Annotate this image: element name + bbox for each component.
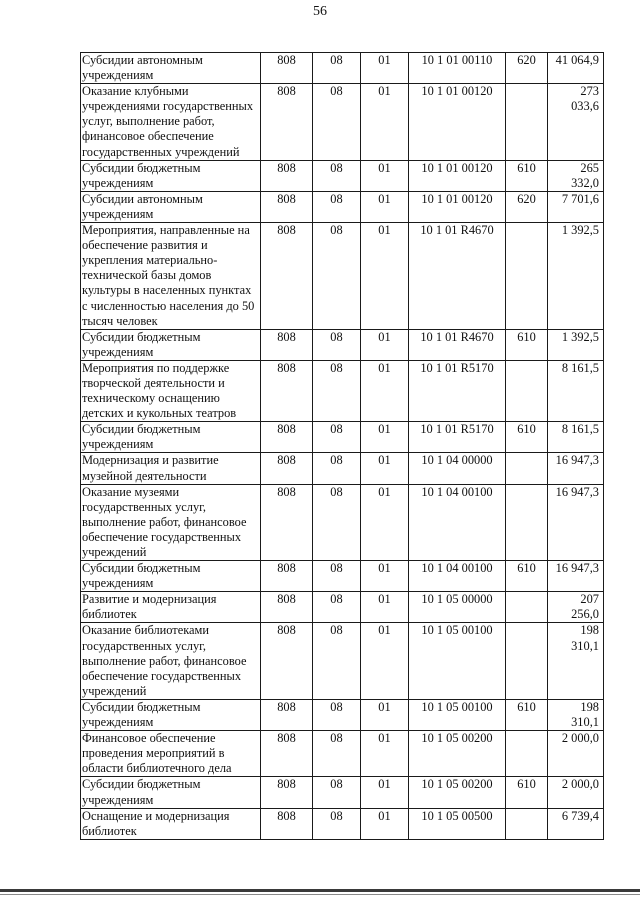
cell-section-code: 08	[313, 84, 361, 160]
cell-amount: 1 392,5	[548, 223, 604, 330]
cell-section-code: 08	[313, 808, 361, 839]
cell-expense-type	[506, 623, 548, 699]
cell-subsection-code: 01	[361, 699, 409, 730]
cell-section-code: 08	[313, 623, 361, 699]
cell-section-code: 08	[313, 329, 361, 360]
cell-expense-type	[506, 731, 548, 777]
cell-expense-type: 610	[506, 422, 548, 453]
cell-ministry-code: 808	[261, 561, 313, 592]
page-number: 56	[313, 4, 327, 19]
cell-subsection-code: 01	[361, 223, 409, 330]
table-row	[81, 329, 604, 360]
table-body	[81, 53, 604, 840]
cell-name: Субсидии бюджетным учреждениям	[81, 699, 261, 730]
cell-section-code: 08	[313, 422, 361, 453]
cell-ministry-code: 808	[261, 84, 313, 160]
cell-subsection-code: 01	[361, 160, 409, 191]
table-row	[81, 84, 604, 160]
cell-amount: 8 161,5	[548, 422, 604, 453]
cell-name: Оказание клубными учреждениями государственных услуг, выполнение работ, финансовое обеспечение государственных учреждений	[81, 84, 261, 160]
cell-subsection-code: 01	[361, 53, 409, 84]
table-row	[81, 592, 604, 623]
cell-ministry-code: 808	[261, 623, 313, 699]
cell-subsection-code: 01	[361, 329, 409, 360]
cell-ministry-code: 808	[261, 699, 313, 730]
cell-ministry-code: 808	[261, 592, 313, 623]
cell-expense-type	[506, 592, 548, 623]
table-row	[81, 731, 604, 777]
cell-ministry-code: 808	[261, 422, 313, 453]
table-row	[81, 699, 604, 730]
cell-target-article: 10 1 01 00110	[409, 53, 506, 84]
cell-amount: 198 310,1	[548, 699, 604, 730]
cell-expense-type: 620	[506, 53, 548, 84]
cell-target-article: 10 1 05 00000	[409, 592, 506, 623]
cell-name: Субсидии бюджетным учреждениям	[81, 160, 261, 191]
cell-name: Оказание библиотеками государственных услуг, выполнение работ, финансовое обеспечение государственных учреждений	[81, 623, 261, 699]
cell-subsection-code: 01	[361, 422, 409, 453]
cell-ministry-code: 808	[261, 191, 313, 222]
scan-bottom-edge	[0, 889, 640, 892]
cell-target-article: 10 1 01 R4670	[409, 223, 506, 330]
cell-subsection-code: 01	[361, 592, 409, 623]
cell-name: Финансовое обеспечение проведения мероприятий в области библиотечного дела	[81, 731, 261, 777]
cell-target-article: 10 1 04 00100	[409, 484, 506, 560]
cell-name: Субсидии бюджетным учреждениям	[81, 329, 261, 360]
cell-expense-type	[506, 84, 548, 160]
cell-ministry-code: 808	[261, 808, 313, 839]
cell-amount: 1 392,5	[548, 329, 604, 360]
cell-amount: 41 064,9	[548, 53, 604, 84]
cell-expense-type	[506, 223, 548, 330]
cell-name: Мероприятия по поддержке творческой деятельности и техническому оснащению детских и кукольных театров	[81, 360, 261, 421]
cell-subsection-code: 01	[361, 731, 409, 777]
cell-amount: 16 947,3	[548, 453, 604, 484]
cell-ministry-code: 808	[261, 484, 313, 560]
cell-subsection-code: 01	[361, 360, 409, 421]
cell-subsection-code: 01	[361, 777, 409, 808]
cell-ministry-code: 808	[261, 777, 313, 808]
cell-section-code: 08	[313, 561, 361, 592]
cell-target-article: 10 1 05 00200	[409, 777, 506, 808]
cell-target-article: 10 1 01 R4670	[409, 329, 506, 360]
cell-ministry-code: 808	[261, 160, 313, 191]
cell-amount: 2 000,0	[548, 731, 604, 777]
cell-target-article: 10 1 01 00120	[409, 191, 506, 222]
cell-section-code: 08	[313, 731, 361, 777]
cell-expense-type	[506, 360, 548, 421]
cell-expense-type: 610	[506, 160, 548, 191]
cell-section-code: 08	[313, 191, 361, 222]
cell-ministry-code: 808	[261, 329, 313, 360]
cell-ministry-code: 808	[261, 53, 313, 84]
cell-section-code: 08	[313, 160, 361, 191]
cell-name: Оснащение и модернизация библиотек	[81, 808, 261, 839]
cell-name: Развитие и модернизация библиотек	[81, 592, 261, 623]
table-row	[81, 160, 604, 191]
cell-subsection-code: 01	[361, 484, 409, 560]
cell-expense-type	[506, 484, 548, 560]
cell-section-code: 08	[313, 223, 361, 330]
cell-name: Субсидии бюджетным учреждениям	[81, 422, 261, 453]
cell-amount: 198 310,1	[548, 623, 604, 699]
cell-name: Субсидии бюджетным учреждениям	[81, 777, 261, 808]
cell-amount: 6 739,4	[548, 808, 604, 839]
cell-amount: 16 947,3	[548, 561, 604, 592]
cell-expense-type: 610	[506, 777, 548, 808]
cell-amount: 273 033,6	[548, 84, 604, 160]
budget-table	[80, 52, 604, 840]
cell-target-article: 10 1 01 R5170	[409, 422, 506, 453]
table-row	[81, 191, 604, 222]
cell-target-article: 10 1 05 00100	[409, 623, 506, 699]
cell-expense-type: 610	[506, 699, 548, 730]
cell-section-code: 08	[313, 699, 361, 730]
cell-amount: 8 161,5	[548, 360, 604, 421]
cell-subsection-code: 01	[361, 808, 409, 839]
cell-expense-type: 620	[506, 191, 548, 222]
cell-expense-type	[506, 453, 548, 484]
cell-subsection-code: 01	[361, 623, 409, 699]
cell-expense-type: 610	[506, 329, 548, 360]
cell-amount: 7 701,6	[548, 191, 604, 222]
table-row	[81, 53, 604, 84]
cell-section-code: 08	[313, 360, 361, 421]
cell-target-article: 10 1 04 00000	[409, 453, 506, 484]
table-row	[81, 623, 604, 699]
cell-subsection-code: 01	[361, 84, 409, 160]
cell-name: Модернизация и развитие музейной деятельности	[81, 453, 261, 484]
cell-ministry-code: 808	[261, 731, 313, 777]
cell-target-article: 10 1 01 R5170	[409, 360, 506, 421]
cell-expense-type: 610	[506, 561, 548, 592]
cell-amount: 207 256,0	[548, 592, 604, 623]
cell-target-article: 10 1 05 00100	[409, 699, 506, 730]
cell-section-code: 08	[313, 53, 361, 84]
cell-subsection-code: 01	[361, 453, 409, 484]
table-row	[81, 777, 604, 808]
cell-expense-type	[506, 808, 548, 839]
cell-section-code: 08	[313, 777, 361, 808]
cell-name: Субсидии автономным учреждениям	[81, 191, 261, 222]
cell-name: Субсидии автономным учреждениям	[81, 53, 261, 84]
cell-target-article: 10 1 05 00500	[409, 808, 506, 839]
cell-subsection-code: 01	[361, 561, 409, 592]
cell-ministry-code: 808	[261, 360, 313, 421]
cell-section-code: 08	[313, 453, 361, 484]
cell-amount: 16 947,3	[548, 484, 604, 560]
cell-section-code: 08	[313, 592, 361, 623]
table-row	[81, 422, 604, 453]
cell-ministry-code: 808	[261, 223, 313, 330]
cell-target-article: 10 1 04 00100	[409, 561, 506, 592]
scan-bottom-edge-line	[0, 894, 640, 895]
cell-target-article: 10 1 01 00120	[409, 160, 506, 191]
cell-amount: 265 332,0	[548, 160, 604, 191]
table-row	[81, 484, 604, 560]
cell-name: Субсидии бюджетным учреждениям	[81, 561, 261, 592]
table-row	[81, 561, 604, 592]
table-row	[81, 808, 604, 839]
cell-subsection-code: 01	[361, 191, 409, 222]
cell-amount: 2 000,0	[548, 777, 604, 808]
cell-name: Мероприятия, направленные на обеспечение развития и укрепления материально-технической базы домов культуры в населенных пунктах с численностью населения до 50 тысяч человек	[81, 223, 261, 330]
table-row	[81, 360, 604, 421]
cell-target-article: 10 1 05 00200	[409, 731, 506, 777]
table-row	[81, 453, 604, 484]
cell-target-article: 10 1 01 00120	[409, 84, 506, 160]
cell-ministry-code: 808	[261, 453, 313, 484]
cell-section-code: 08	[313, 484, 361, 560]
table-row	[81, 223, 604, 330]
cell-name: Оказание музеями государственных услуг, выполнение работ, финансовое обеспечение государственных учреждений	[81, 484, 261, 560]
